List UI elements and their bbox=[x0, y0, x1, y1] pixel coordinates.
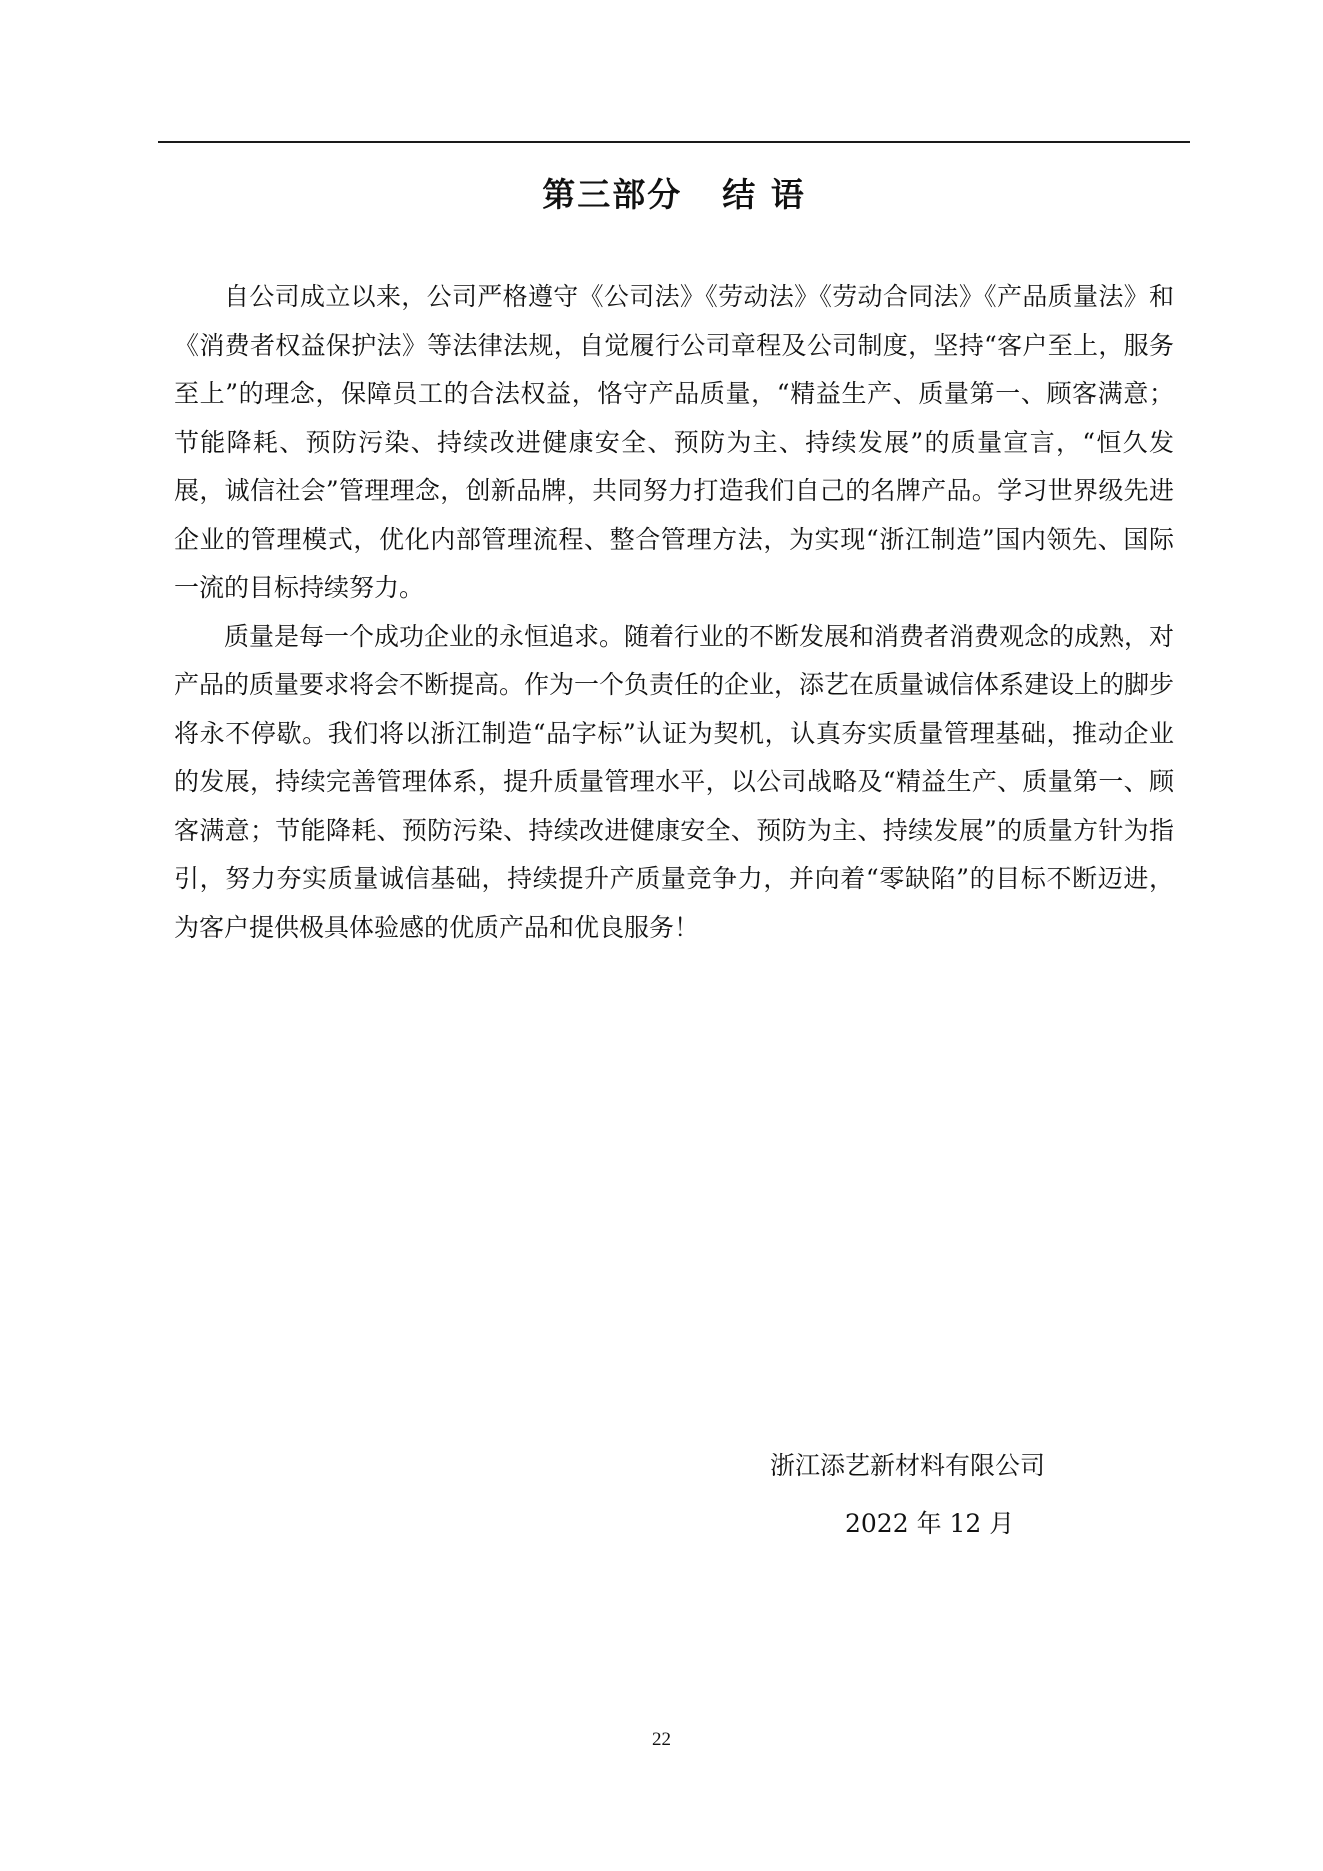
paragraph-compliance: 自公司成立以来，公司严格遵守《公司法》《劳动法》《劳动合同法》《产品质量法》和《消费者权益保护法》等法律法规，自觉履行公司章程及公司制度，坚持“客户至上，服务至上”的理念，保障员工的合法权益，恪守产品质量，“精益生产、质量第一、顾客满意；节能降耗、预防污染、持续改进健康安全、预防为主、持续发展”的质量宣言，“恒久发展，诚信社会”管理理念，创新品牌，共同努力打造我们自己的名牌产品。学习世界级先进企业的管理模式，优化内部管理流程、整合管理方法，为实现“浙江制造”国内领先、国际一流的目标持续努力。 bbox=[174, 282, 1174, 602]
section-title bbox=[158, 170, 1190, 220]
body-text bbox=[174, 273, 1174, 952]
signature-date: 2022 年 12 月 bbox=[845, 1509, 1015, 1538]
page-number: 22 bbox=[652, 1729, 671, 1750]
section-title-word: 结 语 bbox=[722, 175, 806, 214]
signature-company: 浙江添艺新材料有限公司 bbox=[770, 1451, 1046, 1480]
paragraph-quality: 质量是每一个成功企业的永恒追求。随着行业的不断发展和消费者消费观念的成熟，对产品的质量要求将会不断提高。作为一个负责任的企业，添艺在质量诚信体系建设上的脚步将永不停歇。我们将以浙江制造“品字标”认证为契机，认真夯实质量管理基础，推动企业的发展，持续完善管理体系，提升质量管理水平，以公司战略及“精益生产、质量第一、顾客满意；节能降耗、预防污染、持续改进健康安全、预防为主、持续发展”的质量方针为指引，努力夯实质量诚信基础，持续提升产质量竞争力，并向着“零缺陷”的目标不断迈进，为客户提供极具体验感的优质产品和优良服务！ bbox=[174, 621, 1175, 942]
header-rule bbox=[158, 141, 1190, 143]
section-title-part: 第三部分 bbox=[542, 175, 683, 214]
